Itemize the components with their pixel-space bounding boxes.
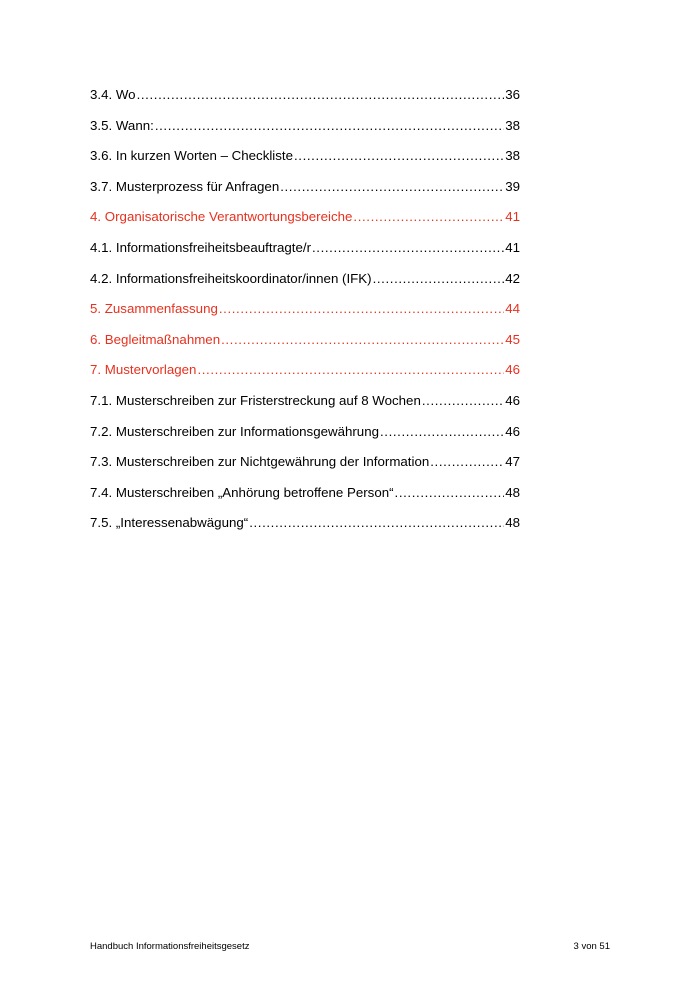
toc-dot-leader <box>373 268 505 290</box>
footer-page-indicator: 3 von 51 <box>573 941 610 952</box>
toc-entry-label: 7.5. „Interessenabwägung“ <box>90 515 249 531</box>
toc-dot-leader <box>380 421 504 443</box>
toc-entry-label: 3.4. Wo <box>90 87 136 102</box>
toc-dot-leader <box>395 482 505 504</box>
toc-entry[interactable] <box>90 84 520 115</box>
page-footer <box>90 941 610 952</box>
toc-entry[interactable] <box>90 451 520 482</box>
toc-entry-label: 7.1. Musterschreiben zur Fristerstreckung auf 8 Wochen <box>90 392 421 408</box>
toc-entry[interactable] <box>90 512 520 543</box>
toc-dot-leader <box>219 298 504 320</box>
toc-entry[interactable] <box>90 421 520 452</box>
toc-entry-label: 3.5. Wann: <box>90 117 154 133</box>
toc-dot-leader <box>430 451 504 473</box>
toc-entry-label: 5. Zusammenfassung <box>90 301 218 317</box>
toc-page-number: 46 <box>505 362 520 378</box>
toc-entry[interactable] <box>90 176 520 207</box>
toc-entry-label: 7.2. Musterschreiben zur Informationsgewährung <box>90 423 379 439</box>
toc-page-number: 46 <box>505 423 520 439</box>
toc-page-number: 46 <box>505 392 520 408</box>
toc-dot-leader <box>353 206 504 228</box>
toc-page-number: 38 <box>505 117 520 133</box>
table-of-contents <box>90 84 520 543</box>
toc-entry-label: 3.7. Musterprozess für Anfragen <box>90 178 280 194</box>
toc-entry-label: 4. Organisatorische Verantwortungsbereiche <box>90 209 353 225</box>
toc-entry-label: 4.2. Informationsfreiheitskoordinator/innen (IFK) <box>90 270 372 286</box>
toc-entry[interactable] <box>90 390 520 421</box>
toc-dot-leader <box>221 329 504 351</box>
toc-dot-leader <box>280 176 504 198</box>
toc-page-number: 39 <box>505 178 520 194</box>
toc-page-number: 41 <box>505 239 520 255</box>
toc-dot-leader <box>312 237 504 259</box>
toc-entry-label: 7. Mustervorlagen <box>90 362 197 378</box>
toc-chapter-entry[interactable] <box>90 206 520 237</box>
toc-entry[interactable] <box>90 268 520 299</box>
footer-document-title: Handbuch Informationsfreiheitsgesetz <box>90 941 250 952</box>
toc-entry[interactable] <box>90 145 520 176</box>
toc-dot-leader <box>422 390 504 412</box>
toc-chapter-entry[interactable] <box>90 359 520 390</box>
toc-entry[interactable] <box>90 237 520 268</box>
toc-chapter-entry[interactable] <box>90 298 520 329</box>
toc-page-number: 38 <box>505 148 520 164</box>
toc-entry-label: 3.6. In kurzen Worten – Checkliste <box>90 148 293 164</box>
toc-dot-leader <box>137 84 505 106</box>
toc-page-number: 42 <box>505 270 520 286</box>
toc-entry-label: 6. Begleitmaßnahmen <box>90 331 221 347</box>
toc-entry[interactable] <box>90 115 520 146</box>
toc-page-number: 47 <box>505 454 520 470</box>
toc-page-number: 44 <box>505 301 520 317</box>
toc-dot-leader <box>294 145 504 167</box>
toc-page-number: 45 <box>505 331 520 347</box>
toc-dot-leader <box>249 512 504 534</box>
toc-entry-label: 4.1. Informationsfreiheitsbeauftragte/r <box>90 239 311 255</box>
toc-entry-label: 7.4. Musterschreiben „Anhörung betroffene Person“ <box>90 484 394 500</box>
toc-page-number: 48 <box>505 515 520 531</box>
toc-dot-leader <box>197 359 504 381</box>
toc-dot-leader <box>155 115 504 137</box>
toc-page-number: 41 <box>505 209 520 225</box>
toc-page-number: 48 <box>505 484 520 500</box>
toc-page-number: 36 <box>505 87 520 102</box>
toc-entry[interactable] <box>90 482 520 513</box>
toc-chapter-entry[interactable] <box>90 329 520 360</box>
toc-entry-label: 7.3. Musterschreiben zur Nichtgewährung der Information <box>90 454 430 470</box>
